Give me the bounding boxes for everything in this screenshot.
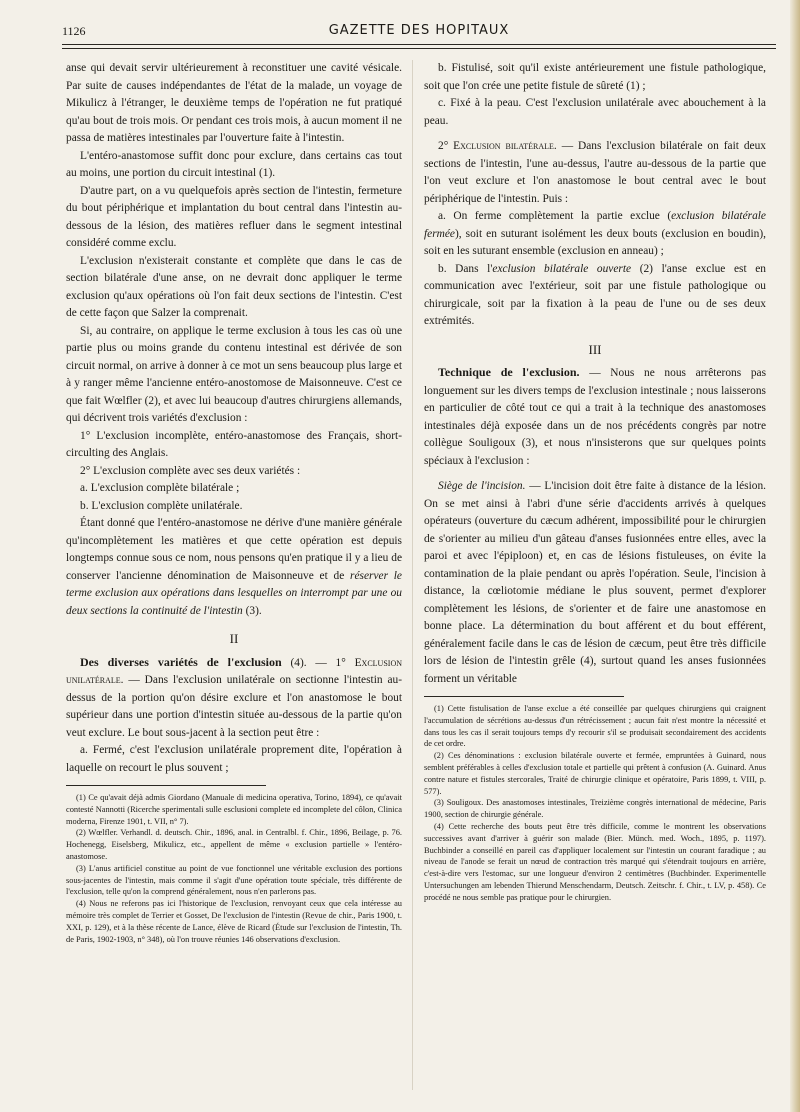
text-run: 2°: [438, 140, 454, 152]
footnotes: [424, 703, 766, 904]
subsection-title: Des diverses variétés de l'exclusion: [80, 654, 282, 669]
list-item: 1° L'exclusion incomplète, entéro-anastomose des Français, short-circulting des Anglais.: [66, 429, 402, 459]
text-run: — L'incision doit être faite à distance de la lésion. On se met ainsi à l'abri d'une série d'accidents arrivés à quelques opérateurs (ouverture du cæcum adhérent, impossibilité pour le chirurgien de s'orienter au milieu d'un gâteau d'anses fusionnées entre elles, avec la paroi et avec l'épiploon) et, en cas de lésions fistuleuses, on évite la contamination de la plaie pendant ou après l'opération. Seule, l'incision à distance, la cœliotomie médiane le plus souvent, permet d'explorer complètement les lésions, de s'orienter et de faire une anastomose en bonne place. La détermination du bout afférent et du bout efférent, généralement facile dans le cas de lésion de cæcum, peut être très difficile lors de lésion de l'intestin grêle (4), surtout quand les anses fusionnées forment un véritable: [424, 480, 766, 685]
text-run: (3).: [242, 604, 262, 617]
paragraph: [424, 138, 766, 208]
section-heading: II: [229, 631, 239, 646]
list-item: a. L'exclusion complète bilatérale ;: [80, 482, 240, 494]
section-heading: III: [588, 341, 602, 357]
paragraph: Si, au contraire, on applique le terme exclusion à tous les cas où une partie plus ou moins grande du contenu intestinal est dérivée de son circuit normal, on arrive à donner à ce mot un sens beaucoup plus large et à y ranger même l'ancienne entéro-anostomose de Maisonneuve. C'est ce que fait Wœlfler (2), et avec lui beaucoup d'autres chirurgiens allemands, qui décrivent trois variétés d'exclusion :: [66, 324, 403, 424]
text-run: — Nous ne nous arrêterons pas longuement sur les divers temps de l'exclusion intestinale ; nous laisserons en particulier de côté tout ce qui a trait à la technique des anastomoses intestinales déjà exposée dans un de nos précédents congrès par notre collègue Souligoux (3), et nous n'insisterons que sur quelques points spéciaux à l'exclusion :: [424, 367, 766, 467]
text-run: — Dans l'exclusion unilatérale on sectionne l'intestin au-dessus de la portion qu'on désire exclure et l'on anastomose le bout supérieur dans une portion d'intestin située au-dessous de la partie qu'on veut exclure. Le bout sous-jacent à la section peut être :: [66, 674, 402, 739]
emphasis: réserver le terme exclusion aux opérations dans lesquelles on interrompt par une ou deux sections la continuité de l'intestin: [66, 569, 402, 617]
paragraph: b. Fistulisé, soit qu'il existe antérieurement une fistule pathologique, soit que l'on crée une petite fistule de sûreté (1) ;: [424, 62, 766, 92]
running-title: GAZETTE DES HOPITAUX: [328, 23, 510, 38]
left-column: [66, 60, 402, 945]
footnote: (4) Nous ne referons pas ici l'historique de l'exclusion, renvoyant ceux que cela intéresse au mémoire très complet de Terrier et Gosset, De l'exclusion de l'intestin (Revue de chir., Paris 1900, t. XXI, p. 129), et à la thèse récente de Lance, élève de Ricard (Étude sur l'exclusion de l'intestin, Th. de Paris, 1902-1903, n° 348), où l'on trouve réunies 146 observations d'exclusion.: [66, 899, 402, 944]
list-item: b. L'exclusion complète unilatérale.: [80, 499, 243, 512]
footnote: (4) Cette recherche des bouts peut être très difficile, comme le montrent les observations successives avant d'arriver à guérir son malade (Bier. Münch. med. Woch., 1895, p. 1197). Buchbinder a conseillé en pareil cas d'appliquer localement sur l'intestin un courant faradique ; au niveau de l'anode se ferait un nœud de contraction très marqué qui s'étendrait toujours en arrière, c'est-à-dire vers l'estomac, sur une longueur d'environ 2 centimètres (Buchbinder. Experimentelle Untersuchungen am lebenden Thierund Menschendarm, Deutsch. Zeitschr. f. Chir., t. LV, p. 458). Ce procédé ne nous semble pas pratique pour le chirurgien.: [424, 821, 766, 902]
footnotes: [66, 792, 402, 945]
emphasis: exclusion bilatérale fermée: [424, 210, 766, 240]
paragraph: [424, 478, 766, 688]
footnote: (1) Ce qu'avait déjà admis Giordano (Manuale di medicina operativa, Torino, 1894), ce qu'avait contesté Nannotti (Ricerche sperimentali sulle esclusioni complete ed incomplete del côlon, Clinica moderna, Firenze 1901, t. VII, n° 7).: [66, 793, 402, 826]
emphasis: exclusion bilatérale ouverte: [492, 262, 632, 275]
subheading: Exclusion bilatérale.: [453, 140, 557, 152]
footnote-rule: [66, 785, 266, 786]
text-run: Étant donné que l'entéro-anastomose ne dérive d'une manière générale qu'incomplètement les matières et que cette opération est depuis longtemps connue sous ce nom, nous pensons qu'en pratique il y a lieu de conserver l'ancienne dénomination de Maisonneuve et de: [66, 517, 402, 582]
text-run: (2) l'anse exclue est en communication avec l'extérieur, soit par une fistule pathologique ou chirurgicale, soit par la fixation à la peau de l'une ou de ses deux extrémités.: [424, 262, 766, 327]
footnote-rule: [424, 696, 624, 697]
paragraph: D'autre part, on a vu quelquefois après section de l'intestin, fermeture du bout périphérique et implantation du bout central dans l'intestin au-dessous de la lésion, des matières refluer dans le segment intestinal considéré comme exclu.: [66, 184, 402, 249]
spacer: [424, 130, 766, 138]
paragraph: [424, 208, 766, 261]
paragraph: [66, 654, 402, 743]
footnote: (3) Souligoux. Des anastomoses intestinales, Treizième congrès international de médecine, Paris 1900, section de chirurgie générale.: [424, 798, 766, 820]
emphasis: Siège de l'incision.: [438, 480, 526, 492]
paragraph: anse qui devait servir ultérieurement à reconstituer une cavité vésicale. Par suite de causes indépendantes de l'état de la malade, un voyage de Mikulicz à l'étranger, le deuxième temps de l'opération ne fut pratiqué qu'au bout de trois mois. Or pendant ces trois mois, à aucun moment il ne passa de matières intestinales par l'ouverture faite à l'intestin.: [66, 62, 402, 144]
text-run: ), soit en suturant isolément les deux bouts (exclusion en boudin), soit en les suturant ensemble (exclusion en anneau) ;: [424, 227, 766, 257]
text-run: a. On ferme complètement la partie exclue (: [438, 210, 672, 222]
footnote: (1) Cette fistulisation de l'anse exclue a été conseillée par quelques chirurgiens qui craignent l'accumulation de sécrétions au-dessus d'un rétrécissement ; aucun fait n'est montre la nécessité et dans tous les cas il serait toujours temps d'y recourir s'il se produisait secondairement des accidents de cet ordre.: [424, 704, 766, 749]
right-column: [424, 60, 766, 904]
footnote: (2) Wœlfler. Verhandl. d. deutsch. Chir., 1896, anal. in Centralbl. f. Chir., 1896, Beilage, p. 76. Hochenegg, Eiselsberg, Mikulicz, etc., appellent de même « exclusion partielle » l'entéro-anastomose.: [66, 828, 402, 861]
text-run: — Dans l'exclusion bilatérale on fait deux sections de l'intestin, l'une au-dessus, l'autre au-dessous de la partie que l'on veut exclure et l'on anastomose le bout central avec le bout périphérique de l'intestin. Puis :: [424, 140, 766, 205]
page-number: 1126: [62, 24, 86, 38]
subheading: Exclusion unilatérale.: [66, 656, 402, 686]
paragraph: a. Fermé, c'est l'exclusion unilatérale proprement dite, l'opération à laquelle on recourt le plus souvent ;: [66, 744, 402, 774]
header-rule-bottom: [62, 48, 776, 49]
paragraph: c. Fixé à la peau. C'est l'exclusion unilatérale avec abouchement à la peau.: [424, 97, 766, 127]
page-edge: [790, 0, 800, 1112]
column-separator: [412, 60, 413, 1090]
list-item: 2° L'exclusion complète avec ses deux variétés :: [80, 464, 301, 477]
paragraph: [424, 364, 766, 470]
subsection-title: Technique de l'exclusion.: [438, 365, 580, 379]
footnote: (2) Ces dénominations : exclusion bilatérale ouverte et fermée, empruntées à Guinard, nous semblent préférables à celles d'exclusion totale et partielle qui prêtent à confusion (A. Guinard. Anus contre nature et fistules stercorales, Traité de chirurgie clinique et opératoire, Paris 1899, t. VIII, p. 577).: [424, 751, 766, 796]
spacer: [424, 470, 766, 478]
header-rule-top: [62, 44, 776, 45]
page-header: [62, 22, 776, 42]
text-run: b. Dans l': [438, 262, 493, 275]
paragraph: [66, 515, 402, 620]
footnote: (3) L'anus artificiel constitue au point de vue fonctionnel une véritable exclusion des portions sous-jacentes de l'intestin, mais comme il s'agit d'une opération toute spéciale, très différente de l'exclusion, telle qu'on la comprend généralement, nous n'en parlerons pas.: [66, 863, 402, 897]
text-run: (4). — 1°: [281, 656, 355, 669]
paragraph: L'entéro-anastomose suffit donc pour exclure, dans certains cas tout au moins, une portion du circuit intestinal (1).: [66, 149, 402, 179]
paragraph: [424, 261, 766, 331]
paragraph: L'exclusion n'existerait constante et complète que dans le cas de section bilatérale d'une anse, on ne devrait donc appliquer le terme exclusion qu'aux opérations où l'on fait deux sections de l'intestin. C'est de cette façon que Salzer la comprenait.: [66, 254, 402, 319]
